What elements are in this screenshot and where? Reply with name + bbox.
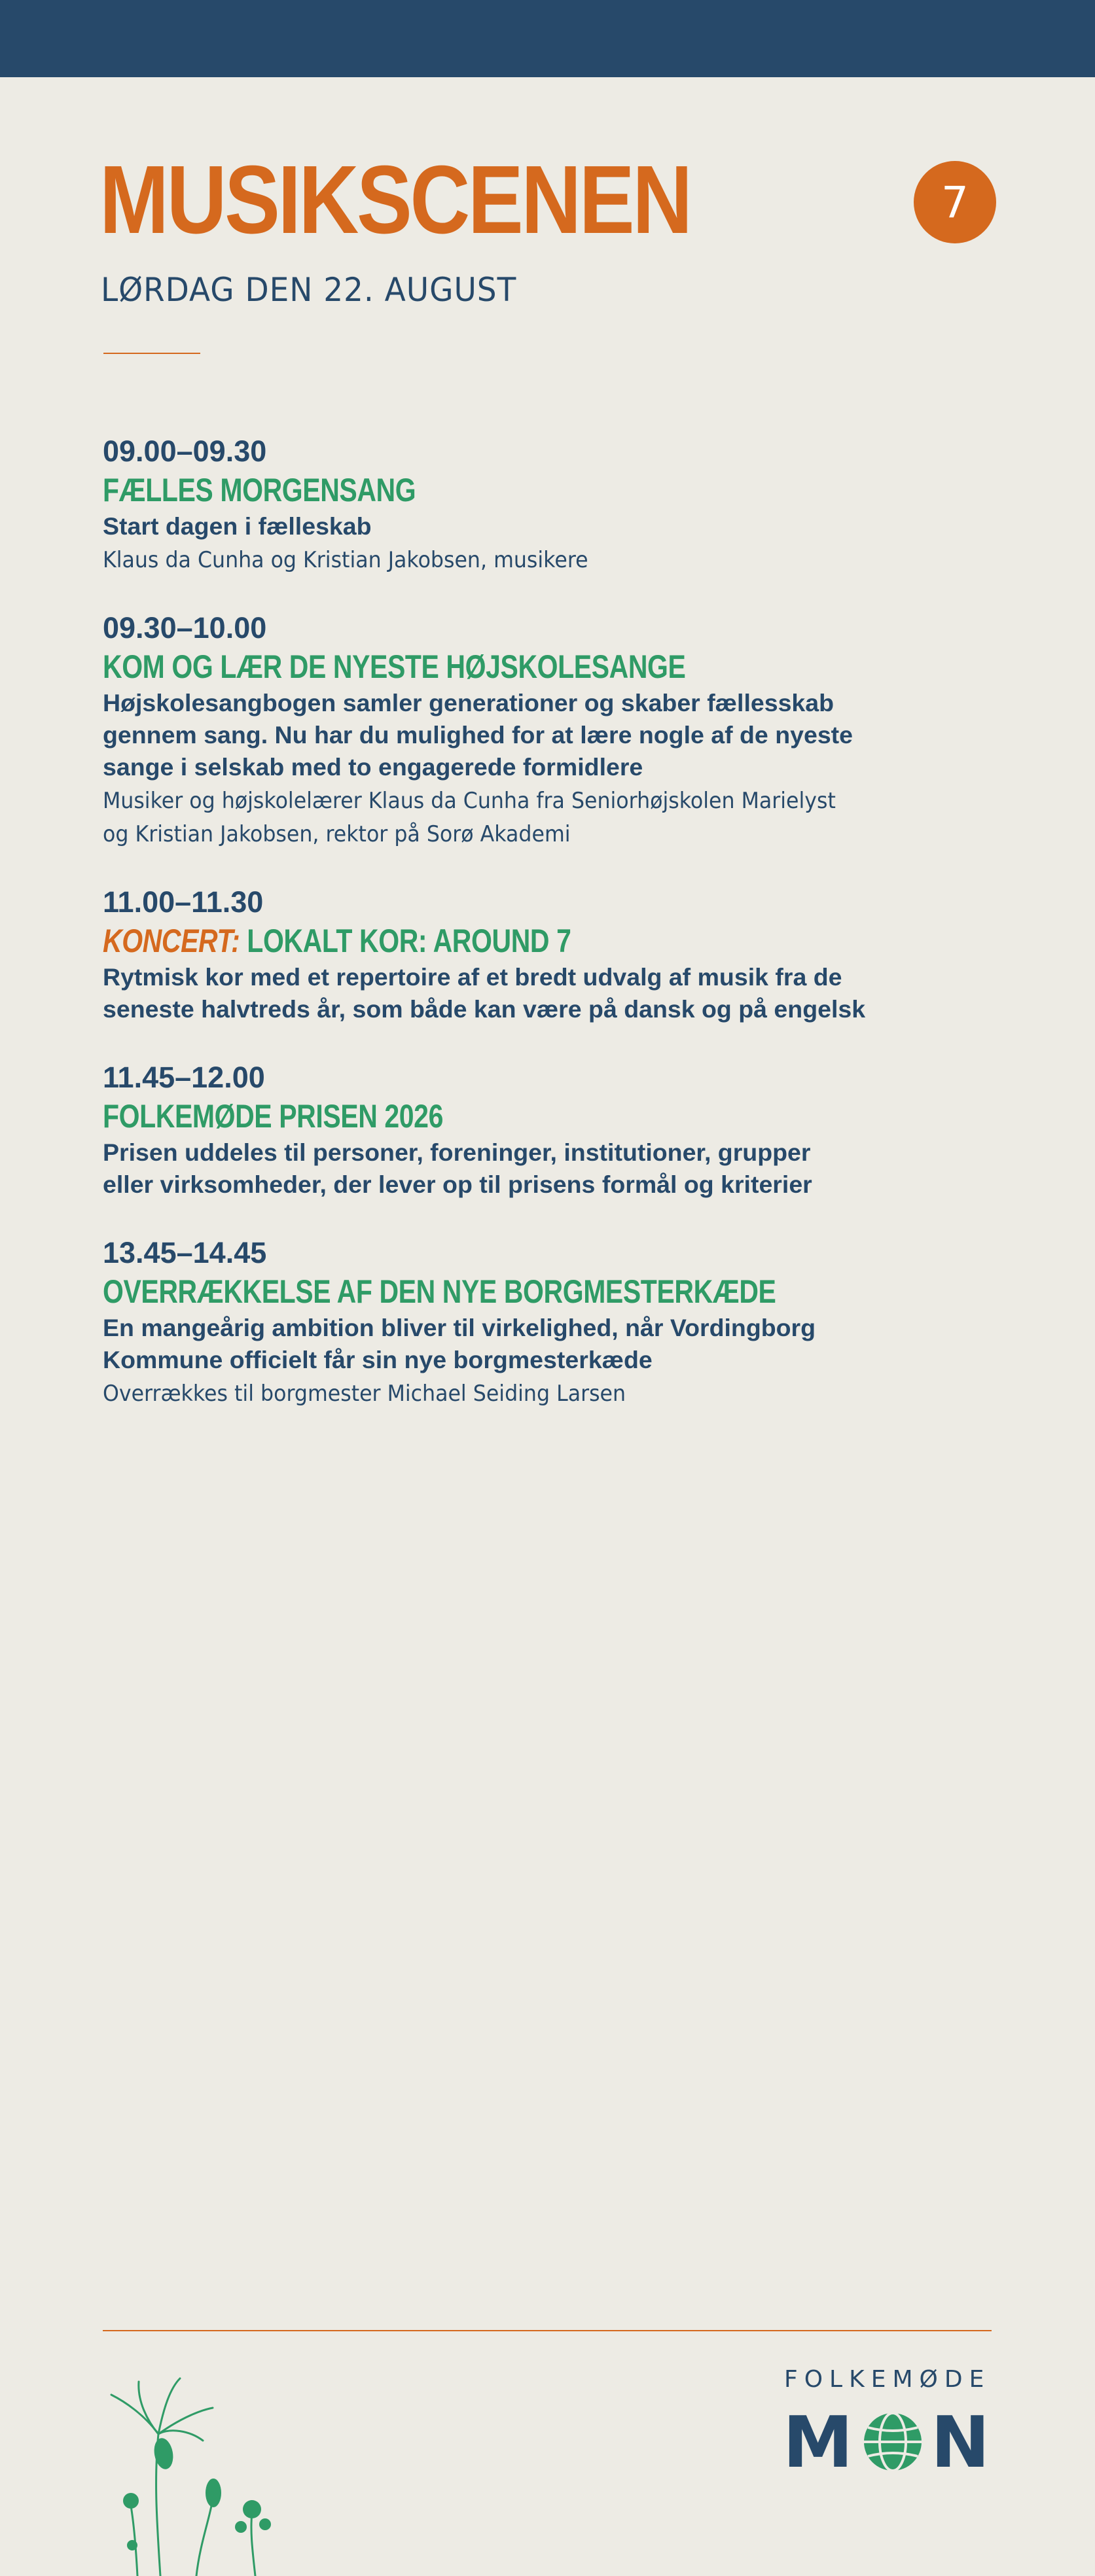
program-description-line: Rytmisk kor med et repertoire af et bredt udvalg af musik fra de [103, 963, 842, 991]
program-description-line: Højskolesangbogen samler generationer og skaber fællesskab [103, 689, 835, 716]
program-time: 09.30–10.00 [103, 611, 267, 644]
top-color-bar [0, 0, 1095, 77]
program-item [103, 610, 967, 850]
program-title-text: KOM OG LÆR DE NYESTE HØJSKOLESANGE [103, 648, 686, 685]
footer-divider [103, 2330, 992, 2331]
program-credits-line: Klaus da Cunha og Kristian Jakobsen, musikere [103, 547, 588, 573]
program-item [103, 1235, 967, 1409]
program-item [103, 1059, 967, 1201]
program-credits-line: og Kristian Jakobsen, rektor på Sorø Akademi [103, 821, 571, 847]
program-description-line: Kommune officielt får sin nye borgmesterkæde [103, 1346, 653, 1373]
program-time: 11.00–11.30 [103, 885, 264, 919]
program-item [103, 884, 967, 1025]
folkemode-mon-logo [783, 2408, 992, 2473]
program-title-prefix: KONCERT: [103, 923, 240, 959]
page-number-badge: 7 [914, 161, 996, 243]
program-time: 09.00–09.30 [103, 434, 267, 468]
program-description-line: seneste halvtreds år, som både kan være på dansk og på engelsk [103, 995, 866, 1023]
flower-illustration [98, 2355, 281, 2576]
globe-icon [864, 2413, 922, 2471]
program-time: 13.45–14.45 [103, 1236, 267, 1269]
program-title [103, 1096, 811, 1137]
program-title-text: OVERRÆKKELSE AF DEN NYE BORGMESTERKÆDE [103, 1273, 776, 1310]
program-title [103, 1271, 811, 1312]
program-credits-line: Overrækkes til borgmester Michael Seiding Larsen [103, 1381, 626, 1407]
program-description-line: gennem sang. Nu har du mulighed for at lære nogle af de nyeste [103, 721, 853, 749]
program-time: 11.45–12.00 [103, 1061, 265, 1094]
program-description-line: Prisen uddeles til personer, foreninger, institutioner, grupper [103, 1138, 811, 1166]
program-description-line: eller virksomheder, der lever op til prisens formål og kriterier [103, 1171, 812, 1198]
program-credits-line: Musiker og højskolelærer Klaus da Cunha fra Seniorhøjskolen Marielyst [103, 788, 836, 814]
svg-text:M: M [783, 2408, 853, 2473]
program-title-text: FÆLLES MORGENSANG [103, 472, 416, 508]
program-item [103, 433, 967, 576]
program-description-line: Start dagen i fælleskab [103, 512, 372, 540]
program-description-line: sange i selskab med to engagerede formidlere [103, 753, 643, 781]
program-title-text: LOKALT KOR: AROUND 7 [247, 923, 571, 959]
program-title [103, 921, 811, 961]
page-title: MUSIKSCENEN [99, 146, 691, 254]
program-title [103, 646, 811, 687]
date-subtitle: LØRDAG DEN 22. AUGUST [101, 271, 517, 309]
title-divider [103, 353, 200, 354]
program-title [103, 470, 811, 510]
program-title-text: FOLKEMØDE PRISEN 2026 [103, 1098, 443, 1135]
logo-wordmark-top: FOLKEMØDE [784, 2366, 991, 2393]
svg-text:N: N [931, 2408, 990, 2473]
program-list [103, 433, 967, 1443]
program-description-line: En mangeårig ambition bliver til virkelighed, når Vordingborg [103, 1314, 816, 1341]
